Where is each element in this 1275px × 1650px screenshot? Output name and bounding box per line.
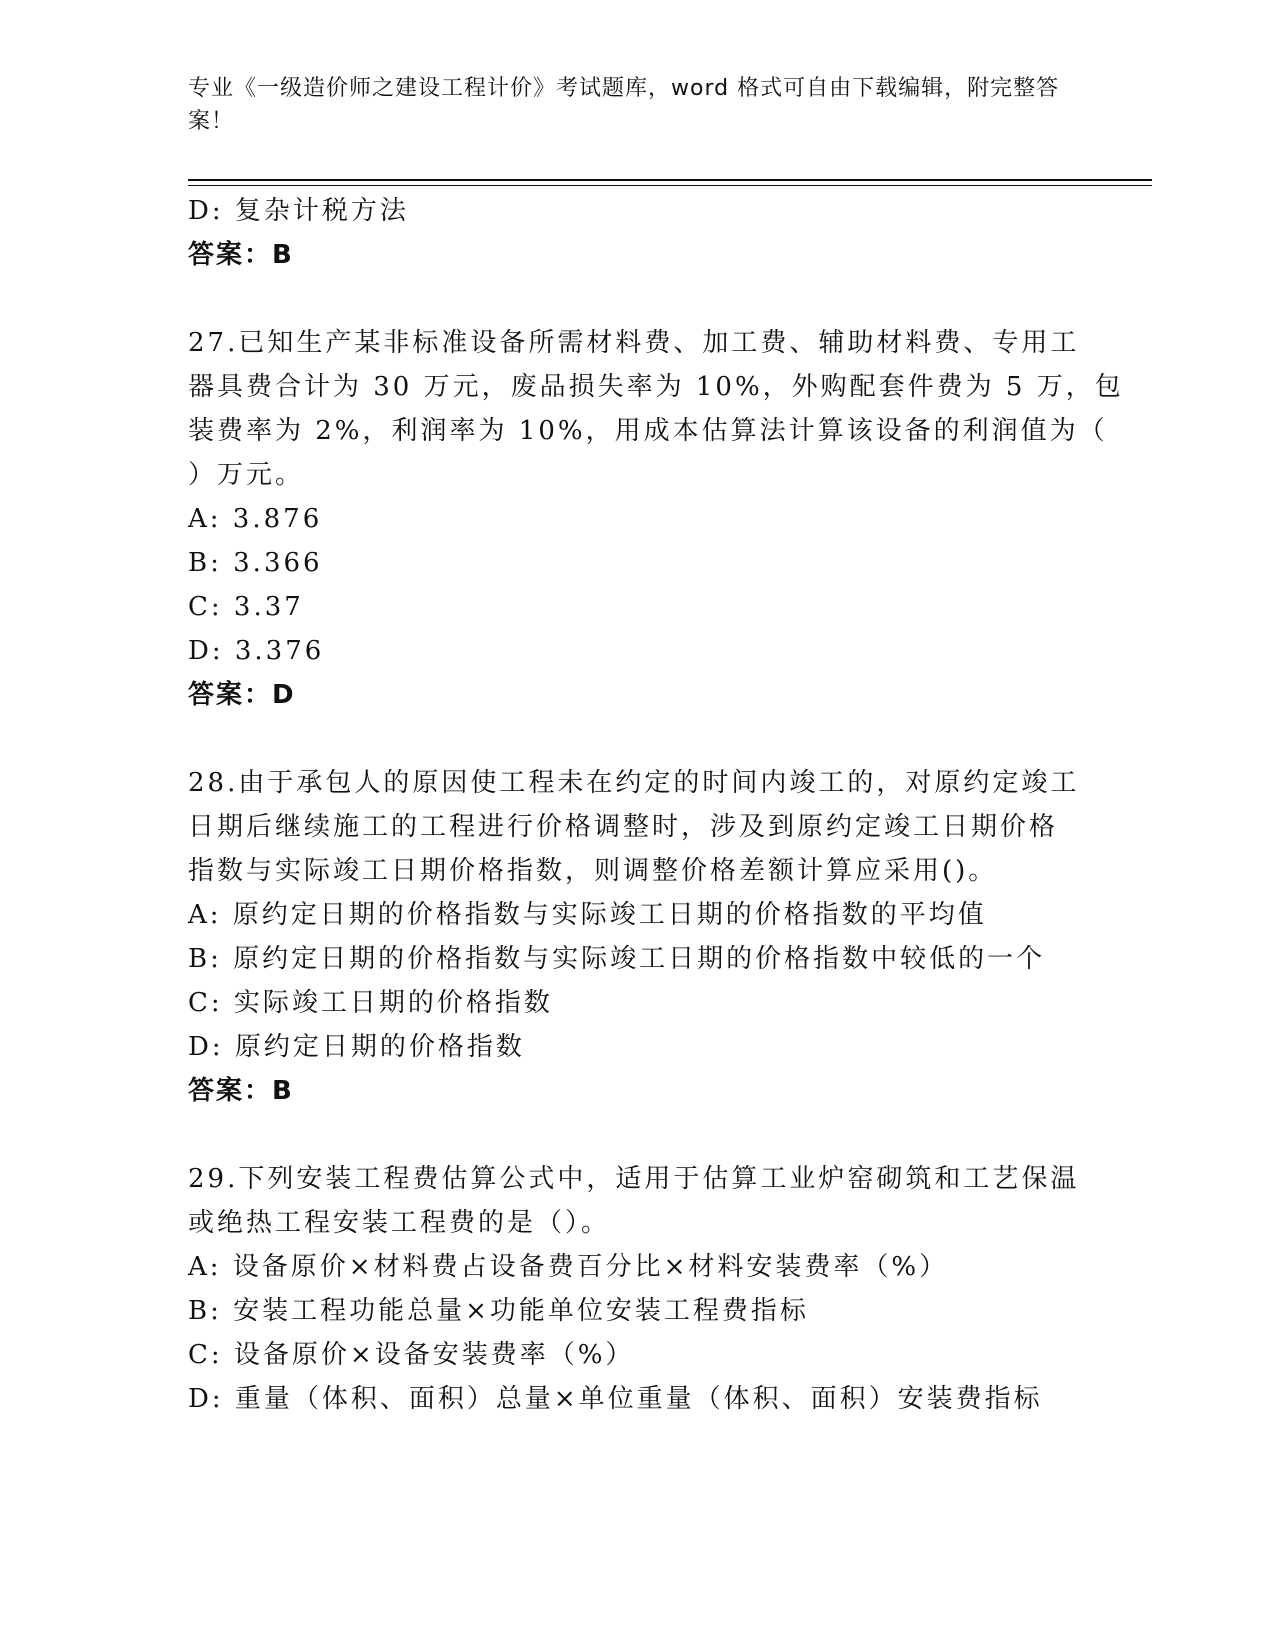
q27-stem-line-4: ）万元。	[188, 460, 305, 490]
q28-answer: 答案：B	[188, 1076, 294, 1106]
q28-stem-line-3: 指数与实际竣工日期价格指数，则调整价格差额计算应采用()。	[188, 856, 998, 886]
document-header	[188, 72, 1068, 138]
q27-option-d: D: 3.376	[188, 636, 325, 666]
q27-option-a: A: 3.876	[188, 504, 323, 534]
q27-stem-line-1: 27.已知生产某非标准设备所需材料费、加工费、辅助材料费、专用工	[188, 328, 1080, 358]
prev-answer: 答案：B	[188, 240, 294, 270]
q28-option-c: C: 实际竣工日期的价格指数	[188, 988, 553, 1018]
q29-stem-line-2: 或绝热工程安装工程费的是（）。	[188, 1208, 611, 1238]
q27-stem-line-2: 器具费合计为 30 万元，废品损失率为 10%，外购配套件费为 5 万，包	[188, 372, 1124, 402]
q28-stem-line-1: 28.由于承包人的原因使工程未在约定的时间内竣工的，对原约定竣工	[188, 768, 1080, 798]
q29-stem-line-1: 29.下列安装工程费估算公式中，适用于估算工业炉窑砌筑和工艺保温	[188, 1164, 1080, 1194]
header-text: 专业《一级造价师之建设工程计价》考试题库，word 格式可自由下载编辑，附完整答案！	[188, 76, 1060, 134]
q28-option-a: A: 原约定日期的价格指数与实际竣工日期的价格指数的平均值	[188, 900, 987, 930]
header-rule-thick	[188, 179, 1152, 181]
q27-answer: 答案：D	[188, 680, 296, 710]
q28-option-b: B: 原约定日期的价格指数与实际竣工日期的价格指数中较低的一个	[188, 944, 1046, 974]
q29-option-d: D: 重量（体积、面积）总量×单位重量（体积、面积）安装费指标	[188, 1384, 1043, 1414]
q29-option-a: A: 设备原价×材料费占设备费百分比×材料安装费率（%）	[188, 1252, 949, 1282]
q28-stem-line-2: 日期后继续施工的工程进行价格调整时，涉及到原约定竣工日期价格	[188, 812, 1059, 842]
q29-option-c: C: 设备原价×设备安装费率（%）	[188, 1340, 635, 1370]
q27-option-c: C: 3.37	[188, 592, 304, 622]
q29-option-b: B: 安装工程功能总量×功能单位安装工程费指标	[188, 1296, 809, 1326]
q27-stem-line-3: 装费率为 2%，利润率为 10%，用成本估算法计算该设备的利润值为（	[188, 416, 1108, 446]
prev-option-d: D: 复杂计税方法	[188, 196, 409, 226]
q27-option-b: B: 3.366	[188, 548, 323, 578]
header-rule-thin	[188, 185, 1152, 186]
q28-option-d: D: 原约定日期的价格指数	[188, 1032, 525, 1062]
